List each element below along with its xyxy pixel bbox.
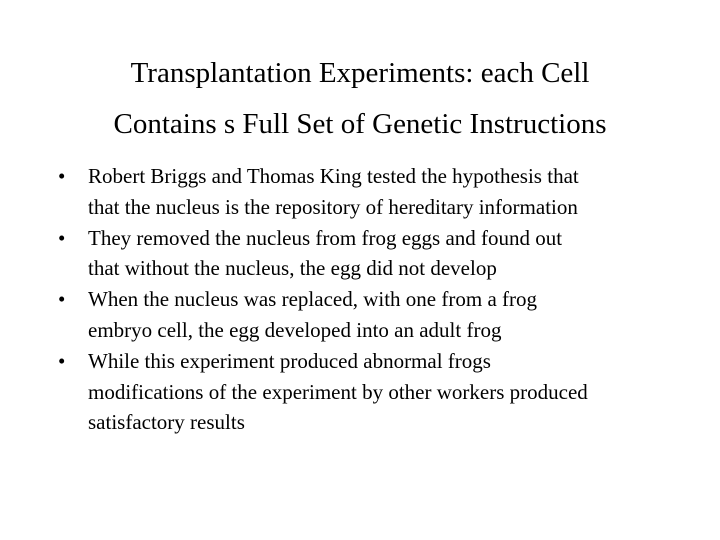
bullet-item — [58, 161, 668, 223]
bullet-item — [58, 346, 668, 438]
bullet-list — [58, 161, 668, 438]
bullet-item — [58, 223, 668, 285]
bullet-marker: • — [58, 164, 66, 188]
bullet-text-line: that the nucleus is the repository of hereditary information — [88, 194, 578, 219]
slide-title-line: Transplantation Experiments: each Cell — [130, 57, 590, 89]
bullet-text-line: modifications of the experiment by other workers produced — [88, 379, 588, 404]
bullet-marker: • — [58, 287, 66, 312]
slide-title-line: Contains s Full Set of Genetic Instructions — [113, 108, 607, 140]
bullet-marker: • — [58, 348, 66, 373]
bullet-marker: • — [58, 225, 66, 250]
bullet-text-line: While this experiment produced abnormal frogs — [88, 348, 491, 373]
bullet-text-line: that without the nucleus, the egg did not develop — [88, 256, 497, 281]
bullet-text-line: They removed the nucleus from frog eggs and found out — [88, 225, 563, 250]
bullet-item — [58, 284, 668, 346]
bullet-text-line: When the nucleus was replaced, with one from a frog — [88, 287, 537, 312]
bullet-text-line: satisfactory results — [88, 410, 245, 435]
bullet-text-line: Robert Briggs and Thomas King tested the hypothesis that — [88, 164, 579, 188]
bullet-text-line: embryo cell, the egg developed into an adult frog — [88, 317, 502, 342]
slide-title — [60, 48, 660, 150]
